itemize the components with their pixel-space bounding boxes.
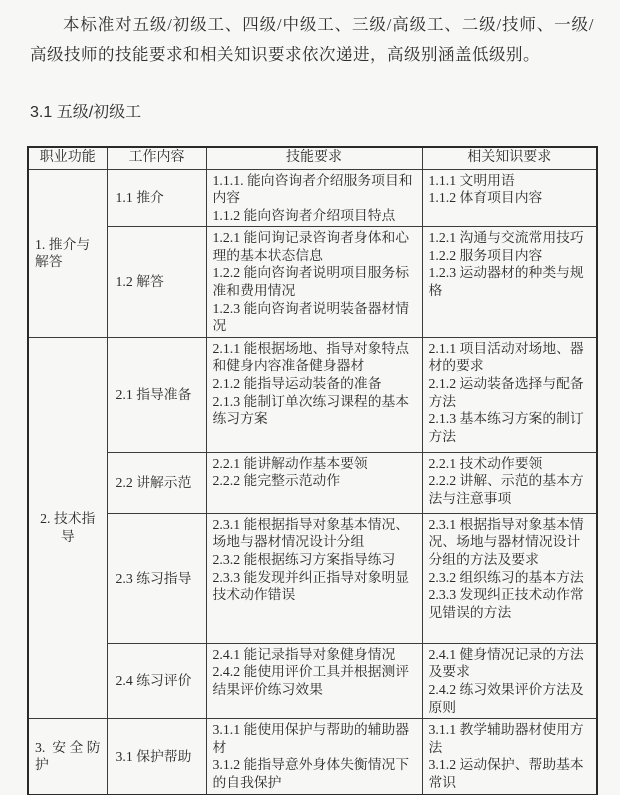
requirement-item: 1.2.1 沟通与交流常用技巧 <box>428 230 584 246</box>
work-content-cell: 1.1 推介 <box>107 169 206 227</box>
requirement-item: 2.1.2 运动装备选择与配备方法 <box>428 376 584 409</box>
requirement-item: 1.2.3 能向咨询者说明装备器材情况 <box>212 300 410 334</box>
requirement-item: 1.1.1. 能向咨询者介绍服务项目和内容 <box>212 172 413 206</box>
skill-requirements-cell <box>206 227 422 338</box>
table-row <box>28 452 597 513</box>
requirement-item: 1.2.3 运动器材的种类与规格 <box>428 265 584 299</box>
skill-requirements-cell <box>206 643 422 718</box>
requirement-item: 1.1.2 体育项目内容 <box>428 190 543 206</box>
table-row <box>28 337 597 452</box>
requirement-item: 2.4.2 练习效果评价方法及原则 <box>428 682 584 715</box>
header-work-content: 工作内容 <box>107 147 206 169</box>
requirement-item: 2.1.3 基本练习方案的制订方法 <box>428 411 584 444</box>
requirement-item: 2.3.1 根据指导对象基本情况、场地与器材情况设计分组的方法及要求 <box>428 516 584 568</box>
requirement-item: 3.1.2 能指导意外身体失衡情况下的自我保护 <box>212 757 410 790</box>
requirement-item: 1.1.1 文明用语 <box>428 172 515 188</box>
skill-requirements-cell <box>206 452 422 513</box>
requirement-item: 2.3.2 组织练习的基本方法 <box>428 569 584 585</box>
requirement-item: 2.4.1 能记录指导对象健身情况 <box>212 646 396 662</box>
requirement-item: 2.2.2 讲解、示范的基本方法与注意事项 <box>428 473 584 507</box>
requirements-table <box>27 146 598 795</box>
skill-requirements-cell <box>206 513 422 643</box>
requirement-item: 2.1.1 项目活动对场地、器材的要求 <box>428 340 584 374</box>
intro-paragraph: 本标准对五级/初级工、四级/中级工、三级/高级工、二级/技师、一级/高级技师的技能要求和相关知识要求依次递进，高级别涵盖低级别。 <box>30 15 594 64</box>
work-content-cell: 1.2 解答 <box>107 227 206 338</box>
header-occupational-function: 职业功能 <box>28 147 107 169</box>
function-cell: 1. 推介与解答 <box>28 169 107 337</box>
requirement-item: 2.2.2 能完整示范动作 <box>212 473 341 489</box>
table-row <box>28 719 597 795</box>
work-content-cell: 2.2 讲解示范 <box>107 452 206 513</box>
table-row <box>28 513 597 643</box>
function-cell: 3. 安全防护 <box>28 719 107 795</box>
table-row <box>28 169 597 227</box>
header-knowledge-requirements: 相关知识要求 <box>422 147 597 169</box>
knowledge-requirements-cell <box>422 227 597 338</box>
requirement-item: 2.4.2 能使用评价工具并根据测评结果评价练习效果 <box>212 664 410 698</box>
knowledge-requirements-cell <box>422 513 597 643</box>
table-header-row <box>28 147 597 169</box>
function-cell: 2. 技术指导 <box>28 337 107 718</box>
table-body <box>28 169 597 795</box>
knowledge-requirements-cell <box>422 452 597 513</box>
knowledge-requirements-cell <box>422 719 597 795</box>
requirement-item: 3.1.2 运动保护、帮助基本常识 <box>428 757 584 790</box>
section-title: 3.1 五级/初级工 <box>30 104 142 121</box>
table-row <box>28 227 597 338</box>
skill-requirements-cell <box>206 169 422 227</box>
knowledge-requirements-cell <box>422 169 597 227</box>
requirement-item: 3.1.1 能使用保护与帮助的辅助器材 <box>212 722 410 755</box>
requirement-item: 2.3.3 能发现并纠正指导对象明显技术动作错误 <box>212 569 410 603</box>
requirement-item: 1.2.1 能问询记录咨询者身体和心理的基本状态信息 <box>212 230 410 263</box>
work-content-cell: 2.4 练习评价 <box>107 643 206 718</box>
requirement-item: 2.3.2 能根据练习方案指导练习 <box>212 552 396 568</box>
skill-requirements-cell <box>206 719 422 795</box>
work-content-cell: 2.3 练习指导 <box>107 513 206 643</box>
requirement-item: 1.2.2 服务项目内容 <box>428 247 543 263</box>
requirement-item: 3.1.1 教学辅助器材使用方法 <box>428 722 584 755</box>
requirement-item: 2.3.1 能根据指导对象基本情况、场地与器材情况设计分组 <box>212 516 410 550</box>
requirement-item: 1.2.2 能向咨询者说明项目服务标准和费用情况 <box>212 265 410 299</box>
table-row <box>28 643 597 718</box>
skill-requirements-cell <box>206 337 422 452</box>
knowledge-requirements-cell <box>422 643 597 718</box>
knowledge-requirements-cell <box>422 337 597 452</box>
requirement-item: 2.2.1 技术动作要领 <box>428 455 543 471</box>
header-skill-requirements: 技能要求 <box>206 147 422 169</box>
requirement-item: 2.2.1 能讲解动作基本要领 <box>212 455 368 471</box>
requirement-item: 1.1.2 能向咨询者介绍项目特点 <box>212 207 396 223</box>
work-content-cell: 2.1 指导准备 <box>107 337 206 452</box>
requirement-item: 2.1.3 能制订单次练习课程的基本练习方案 <box>212 393 410 427</box>
requirement-item: 2.1.2 能指导运动装备的准备 <box>212 376 382 392</box>
requirement-item: 2.3.3 发现纠正技术动作常见错误的方法 <box>428 587 584 620</box>
requirement-item: 2.1.1 能根据场地、指导对象特点和健身内容准备健身器材 <box>212 340 410 374</box>
requirement-item: 2.4.1 健身情况记录的方法及要求 <box>428 646 584 680</box>
work-content-cell: 3.1 保护帮助 <box>107 719 206 795</box>
